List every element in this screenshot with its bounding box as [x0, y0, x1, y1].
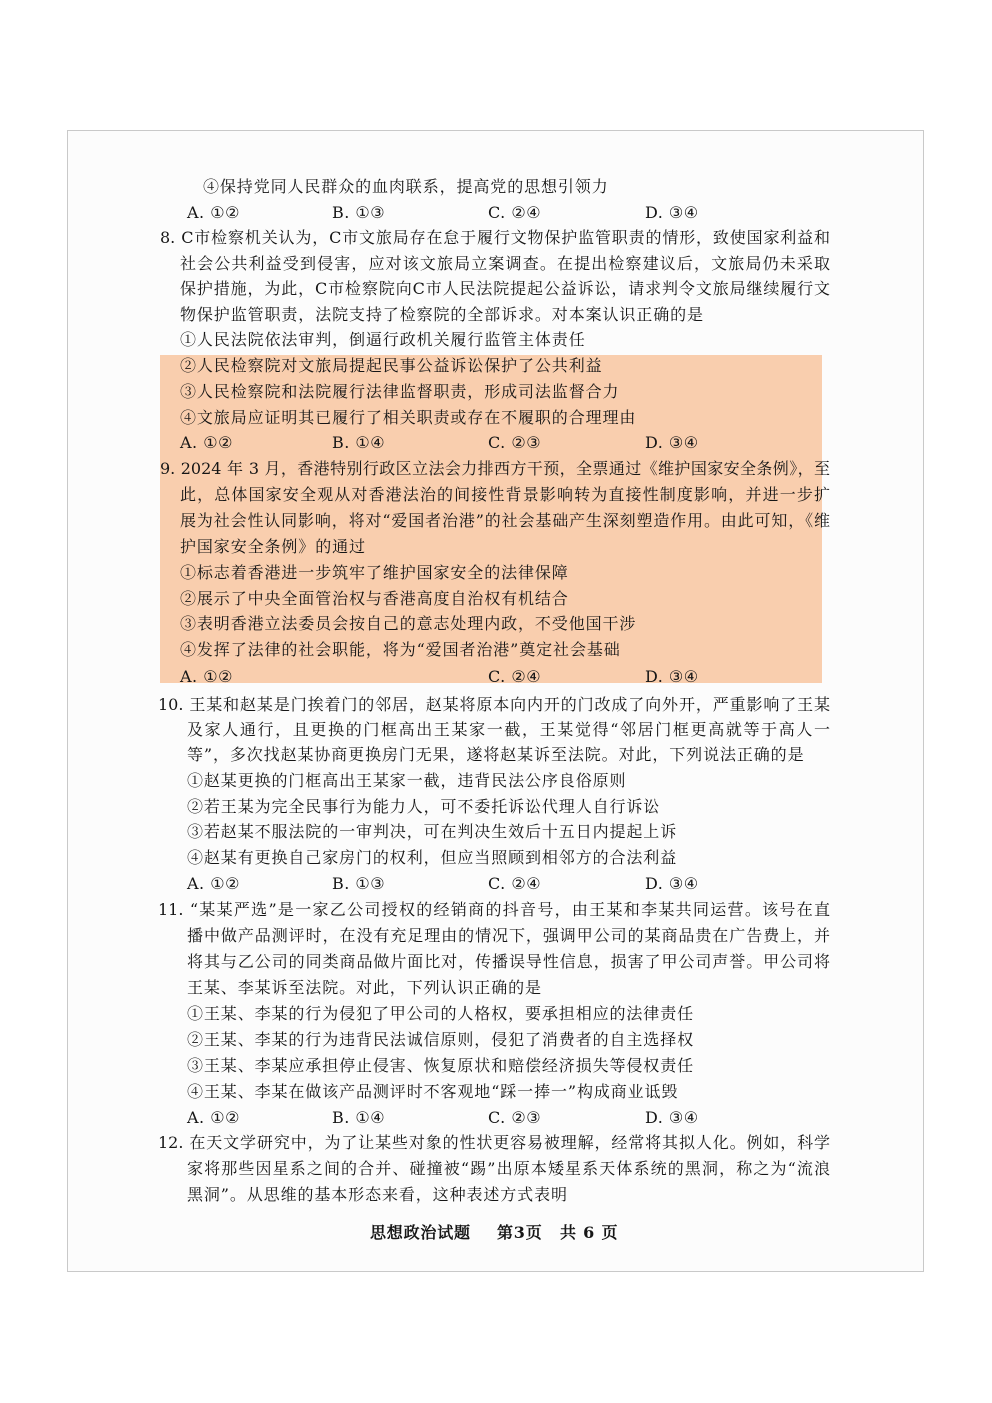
q9-stem-line: 展为社会性认同影响，将对“爱国者治港”的社会基础产生深刻塑造作用。由此可知，《维	[180, 511, 830, 530]
q8-stem-line: 社会公共利益受到侵害，应对该文旅局立案调查。在提出检察建议后，文旅局仍未采取	[180, 254, 830, 273]
q10-item-4: ④赵某有更换自己家房门的权利，但应当照顾到相邻方的合法利益	[187, 848, 678, 867]
q9-stem-line: 9. 2024 年 3 月，香港特别行政区立法会力排西方干预，全票通过《维护国家安全条例》，至	[160, 459, 830, 478]
q10-stem-line: 等”，多次找赵某协商更换房门无果，遂将赵某诉至法院。对此，下列说法正确的是	[187, 745, 805, 764]
q7-option-a: A. ①②	[187, 203, 240, 222]
q12-stem-line: 黑洞”。从思维的基本形态来看，这种表述方式表明	[187, 1185, 568, 1204]
q10-item-3: ③若赵某不服法院的一审判决，可在判决生效后十五日内提起上诉	[187, 822, 678, 841]
q11-stem-line: 将其与乙公司的同类商品做片面比对，传播误导性信息，损害了甲公司声誉。甲公司将	[187, 952, 830, 971]
q9-item-2: ②展示了中央全面管治权与香港高度自治权有机结合	[180, 589, 569, 608]
q8-stem-line: 保护措施，为此，C市检察院向C市人民法院提起公益诉讼，请求判令文旅局继续履行文	[180, 279, 830, 298]
q10-option-a: A. ①②	[187, 874, 240, 893]
footer-page-total: 共 6 页	[560, 1223, 619, 1242]
q9-item-3: ③表明香港立法委员会按自己的意志处理内政，不受他国干涉	[180, 614, 637, 633]
q11-item-2: ②王某、李某的行为违背民法诚信原则，侵犯了消费者的自主选择权	[187, 1030, 695, 1049]
q11-item-3: ③王某、李某应承担停止侵害、恢复原状和赔偿经济损失等侵权责任	[187, 1056, 695, 1075]
q8-stem-line: 物保护监管职责，法院支持了检察院的全部诉求。对本案认识正确的是	[180, 305, 704, 324]
q11-option-d: D. ③④	[645, 1108, 699, 1127]
q11-option-c: C. ②③	[488, 1108, 542, 1127]
q7-option-d: D. ③④	[645, 203, 699, 222]
q9-stem-line: 护国家安全条例》的通过	[180, 537, 366, 556]
q7-item-4: ④保持党同人民群众的血肉联系，提高党的思想引领力	[203, 177, 609, 196]
q11-stem-line: 播中做产品测评时，在没有充足理由的情况下，强调甲公司的某商品贵在广告费上，并	[187, 926, 830, 945]
q9-item-1: ①标志着香港进一步筑牢了维护国家安全的法律保障	[180, 563, 569, 582]
q11-stem-line: 11. “某某严选”是一家乙公司授权的经销商的抖音号，由王某和李某共同运营。该号在直	[158, 900, 830, 919]
q8-item-2: ②人民检察院对文旅局提起民事公益诉讼保护了公共利益	[180, 356, 603, 375]
q7-option-b: B. ①③	[332, 203, 386, 222]
q8-option-d: D. ③④	[645, 433, 699, 452]
q10-item-2: ②若王某为完全民事行为能力人，可不委托诉讼代理人自行诉讼	[187, 797, 661, 816]
q11-option-b: B. ①④	[332, 1108, 386, 1127]
q10-stem-line: 及家人通行，且更换的门框高出王某家一截，王某觉得“邻居门框更高就等于高人一	[187, 720, 830, 739]
q7-option-c: C. ②④	[488, 203, 542, 222]
q8-option-b: B. ①④	[332, 433, 386, 452]
q10-option-c: C. ②④	[488, 874, 542, 893]
q8-item-1: ①人民法院依法审判，倒逼行政机关履行监管主体责任	[180, 330, 586, 349]
q8-item-4: ④文旅局应证明其已履行了相关职责或存在不履职的合理理由	[180, 408, 637, 427]
q12-stem-line: 家将那些因星系之间的合并、碰撞被“踢”出原本矮星系天体系统的黑洞，称之为“流浪	[187, 1159, 830, 1178]
q10-option-d: D. ③④	[645, 874, 699, 893]
q11-stem-line: 王某、李某诉至法院。对此，下列认识正确的是	[187, 978, 542, 997]
q10-option-b: B. ①③	[332, 874, 386, 893]
footer-subject: 思想政治试题	[370, 1223, 471, 1242]
q9-option-c: C. ②④	[488, 667, 542, 686]
q8-option-c: C. ②③	[488, 433, 542, 452]
q11-item-4: ④王某、李某在做该产品测评时不客观地“踩一捧一”构成商业诋毁	[187, 1082, 679, 1101]
q9-item-4: ④发挥了法律的社会职能，将为“爱国者治港”奠定社会基础	[180, 640, 621, 659]
q9-option-a: A. ①②	[180, 667, 233, 686]
q10-item-1: ①赵某更换的门框高出王某家一截，违背民法公序良俗原则	[187, 771, 627, 790]
q9-stem-line: 此，总体国家安全观从对香港法治的间接性背景影响转为直接性制度影响，并进一步扩	[180, 485, 830, 504]
q8-item-3: ③人民检察院和法院履行法律监督职责，形成司法监督合力	[180, 382, 620, 401]
footer-page-number: 第3页	[497, 1223, 543, 1242]
q10-stem-line: 10. 王某和赵某是门挨着门的邻居，赵某将原本向内开的门改成了向外开，严重影响了王某	[158, 695, 830, 714]
q8-stem-line: 8. C市检察机关认为，C市文旅局存在怠于履行文物保护监管职责的情形，致使国家利益和	[160, 228, 830, 247]
q11-option-a: A. ①②	[187, 1108, 240, 1127]
q8-option-a: A. ①②	[180, 433, 233, 452]
q12-stem-line: 12. 在天文学研究中，为了让某些对象的性状更容易被理解，经常将其拟人化。例如，科学	[158, 1133, 830, 1152]
q11-item-1: ①王某、李某的行为侵犯了甲公司的人格权，要承担相应的法律责任	[187, 1004, 695, 1023]
q9-option-d: D. ③④	[645, 667, 699, 686]
